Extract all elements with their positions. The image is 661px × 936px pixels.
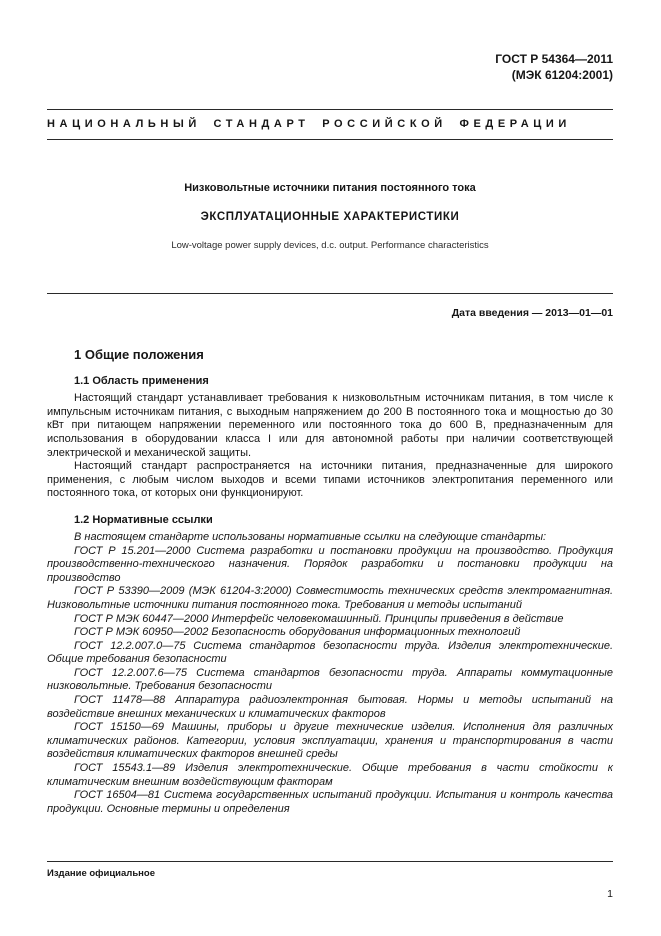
national-standard-banner: НАЦИОНАЛЬНЫЙ СТАНДАРТ РОССИЙСКОЙ ФЕДЕРАЦИИ — [47, 118, 571, 131]
reference-item: ГОСТ 15150—69 Машины, приборы и другие технические изделия. Исполнения для различных климатических районов. Категории, условия эксплуатации, хранения и транспортирования в части воздействия климатических факторов внешней среды — [47, 721, 613, 761]
reference-item: ГОСТ 16504—81 Система государственных испытаний продукции. Испытания и контроль качества продукции. Основные термины и определения — [47, 789, 613, 815]
paragraph: Настоящий стандарт устанавливает требования к низковольтным источникам питания, в том числе к импульсным источникам питания, с выходным напряжением до 200 В постоянного тока и мощностью до 30 кВт при питающем напряжении переменного или постоянного тока до 600 В, предназначенным для использования в оборудовании класса I или для автономной работы при наличии соответствующей электрической и механической защиты. — [47, 392, 613, 459]
title-main: ЭКСПЛУАТАЦИОННЫЕ ХАРАКТЕРИСТИКИ — [200, 211, 460, 224]
reference-item: ГОСТ Р МЭК 60447—2000 Интерфейс человекомашинный. Принципы приведения в действие — [74, 612, 564, 625]
section-1-1-heading: 1.1 Область применения — [74, 375, 209, 388]
reference-item: ГОСТ Р 53390—2009 (МЭК 61204-3:2000) Совместимость технических средств электромагнитная. Низковольтные источники питания постоянного тока. Требования и методы испытаний — [47, 585, 613, 611]
title-subject-en: Low-voltage power supply devices, d.c. output. Performance characteristics — [171, 240, 489, 252]
divider-title — [47, 293, 613, 294]
reference-item: ГОСТ 11478—88 Аппаратура радиоэлектронная бытовая. Нормы и методы испытаний на воздействие внешних механических и климатических факторов — [47, 694, 613, 720]
doc-code-line1: ГОСТ Р 54364—2011 — [495, 52, 613, 66]
official-edition-label: Издание официальное — [47, 868, 155, 879]
divider-footer — [47, 861, 613, 862]
section-1-2-heading: 1.2 Нормативные ссылки — [74, 513, 213, 526]
reference-item: ГОСТ 12.2.007.6—75 Система стандартов безопасности труда. Аппараты коммутационные низковольтные. Требования безопасности — [47, 666, 613, 693]
title-subject-ru: Низковольтные источники питания постоянного тока — [184, 182, 476, 195]
reference-item: ГОСТ Р МЭК 60950—2002 Безопасность оборудования информационных технологий — [74, 626, 521, 639]
page-number: 1 — [607, 888, 613, 900]
section-1-heading: 1 Общие положения — [74, 347, 204, 363]
doc-code-line2: (МЭК 61204:2001) — [511, 67, 613, 82]
title-block — [47, 182, 613, 251]
reference-item: ГОСТ Р 15.201—2000 Система разработки и постановки продукции на производство. Продукция производственно-технического назначения. Порядок разработки и постановки продукции на производство — [47, 544, 613, 584]
reference-item: ГОСТ 12.2.007.0—75 Система стандартов безопасности труда. Изделия электротехнические. Общие требования безопасности — [47, 639, 613, 666]
effective-date: Дата введения — 2013—01—01 — [451, 307, 613, 320]
divider-banner — [47, 139, 613, 140]
reference-item: ГОСТ 15543.1—89 Изделия электротехнические. Общие требования в части стойкости к климатическим внешним воздействующим факторам — [47, 762, 613, 788]
references-intro: В настоящем стандарте использованы нормативные ссылки на следующие стандарты: — [74, 530, 547, 543]
doc-code-block — [47, 52, 613, 83]
paragraph: Настоящий стандарт распространяется на источники питания, предназначенные для широкого применения, с любым числом выходов и всеми типами источников электропитания переменного или постоянного тока, от которых они функционируют. — [47, 460, 613, 500]
page-footer — [47, 861, 613, 900]
